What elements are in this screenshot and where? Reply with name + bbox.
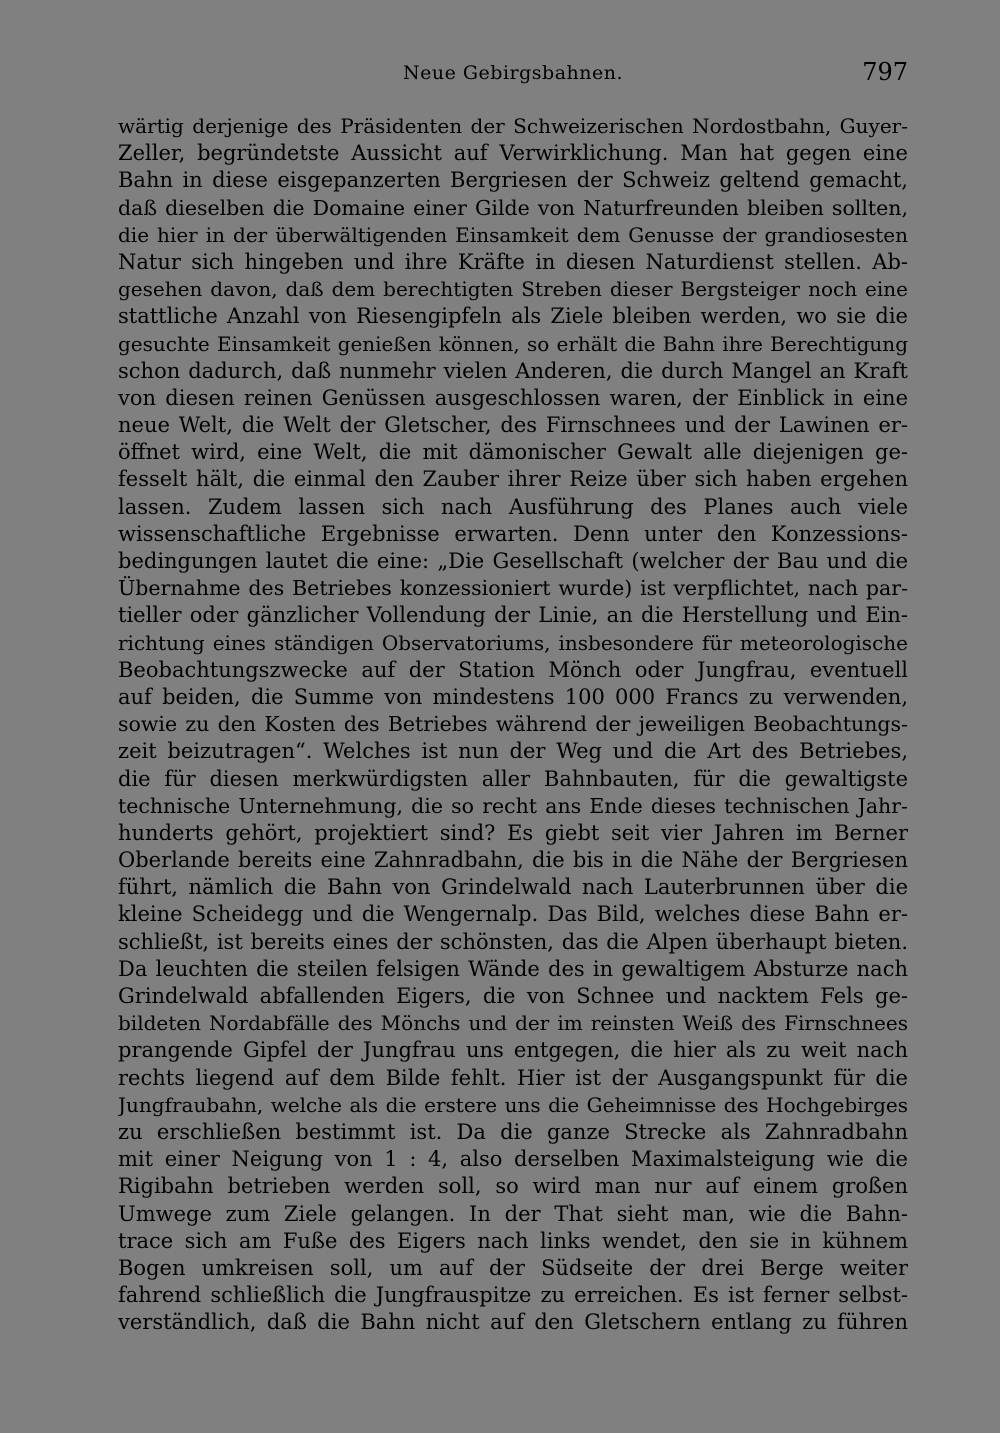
text-line: Jungfraubahn, welche als die erstere uns die Geheimnisse des Hochgebirges <box>118 1092 908 1117</box>
text-line: Oberlande bereits eine Zahnradbahn, die bis in die Nähe der Bergriesen <box>118 848 908 873</box>
text-line: neue Welt, die Welt der Gletscher, des Firnschnees und der Lawinen er- <box>118 413 908 438</box>
text-line: richtung eines ständigen Observatoriums, insbesondere für meteorologische <box>118 630 908 655</box>
body-text <box>118 113 908 1336</box>
text-line: Bogen umkreisen soll, um auf der Südseite der drei Berge weiter <box>118 1255 908 1280</box>
text-line: lassen. Zudem lassen sich nach Ausführung des Planes auch viele <box>118 494 908 519</box>
page-header <box>118 58 908 90</box>
text-line: die hier in der überwältigenden Einsamkeit dem Genusse der grandiosesten <box>118 222 908 247</box>
text-line: Bahn in diese eisgepanzerten Bergriesen der Schweiz geltend gemacht, <box>118 168 908 193</box>
text-line: Rigibahn betrieben werden soll, so wird man nur auf einem großen <box>118 1174 908 1199</box>
text-line: Übernahme des Betriebes konzessioniert wurde) ist verpflichtet, nach par- <box>118 576 908 601</box>
text-line: hunderts gehört, projektiert sind? Es giebt seit vier Jahren im Berner <box>118 820 908 845</box>
text-line: schon dadurch, daß nunmehr vielen Anderen, die durch Mangel an Kraft <box>118 358 908 383</box>
text-line: sowie zu den Kosten des Betriebes während der jeweiligen Beobachtungs- <box>118 712 908 737</box>
text-line: bedingungen lautet die eine: „Die Gesellschaft (welcher der Bau und die <box>118 549 908 573</box>
running-title: Neue Gebirgsbahnen. <box>402 62 624 84</box>
text-line: mit einer Neigung von 1 : 4, also derselben Maximalsteigung wie die <box>118 1147 908 1172</box>
page-number: 797 <box>862 58 908 86</box>
text-line: Beobachtungszwecke auf der Station Mönch oder Jungfrau, eventuell <box>118 657 908 682</box>
text-line: tieller oder gänzlicher Vollendung der Linie, an die Herstellung und Ein- <box>118 603 908 628</box>
text-line: von diesen reinen Genüssen ausgeschlossen waren, der Einblick in eine <box>118 385 908 410</box>
text-line: rechts liegend auf dem Bilde fehlt. Hier ist der Ausgangspunkt für die <box>118 1065 908 1090</box>
text-line: Natur sich hingeben und ihre Kräfte in diesen Naturdienst stellen. Ab- <box>118 249 908 274</box>
text-line: prangende Gipfel der Jungfrau uns entgegen, die hier als zu weit nach <box>118 1038 908 1063</box>
text-line: daß dieselben die Domaine einer Gilde von Naturfreunden bleiben sollten, <box>118 195 908 220</box>
text-line: Grindelwald abfallenden Eigers, die von Schnee und nacktem Fels ge- <box>118 984 908 1008</box>
text-line: zeit beizutragen“. Welches ist nun der Weg und die Art des Betriebes, <box>118 739 908 764</box>
text-line: verständlich, daß die Bahn nicht auf den Gletschern entlang zu führen <box>118 1310 908 1335</box>
text-line: Da leuchten die steilen felsigen Wände des in gewaltigem Absturze nach <box>118 956 908 981</box>
text-line: schließt, ist bereits eines der schönsten, das die Alpen überhaupt bieten. <box>118 929 908 954</box>
text-line: die für diesen merkwürdigsten aller Bahnbauten, für die gewaltigste <box>118 766 908 791</box>
text-line: stattliche Anzahl von Riesengipfeln als Ziele bleiben werden, wo sie die <box>118 304 908 329</box>
text-line: führt, nämlich die Bahn von Grindelwald nach Lauterbrunnen über die <box>118 875 908 900</box>
text-line: Zeller, begründetste Aussicht auf Verwirklichung. Man hat gegen eine <box>118 141 908 166</box>
text-line: fahrend schließlich die Jungfrauspitze zu erreichen. Es ist ferner selbst- <box>118 1283 908 1308</box>
text-line: auf beiden, die Summe von mindestens 100 000 Francs zu verwenden, <box>118 684 908 709</box>
text-line: fesselt hält, die einmal den Zauber ihrer Reize über sich haben ergehen <box>118 467 908 492</box>
text-line: wissenschaftliche Ergebnisse erwarten. Denn unter den Konzessions- <box>118 521 908 546</box>
text-line: zu erschließen bestimmt ist. Da die ganze Strecke als Zahnradbahn <box>118 1119 908 1144</box>
text-line: gesehen davon, daß dem berechtigten Streben dieser Bergsteiger noch eine <box>118 277 908 302</box>
text-line: öffnet wird, eine Welt, die mit dämonischer Gewalt alle diejenigen ge- <box>118 440 908 465</box>
text-line: gesuchte Einsamkeit genießen können, so erhält die Bahn ihre Berechtigung <box>118 331 908 356</box>
text-line: kleine Scheidegg und die Wengernalp. Das Bild, welches diese Bahn er- <box>118 902 908 927</box>
text-line: Umwege zum Ziele gelangen. In der That sieht man, wie die Bahn- <box>118 1201 908 1226</box>
text-line: wärtig derjenige des Präsidenten der Schweizerischen Nordostbahn, Guyer- <box>118 114 908 138</box>
text-line: technische Unternehmung, die so recht ans Ende dieses technischen Jahr- <box>118 793 908 818</box>
text-line: bildeten Nordabfälle des Mönchs und der im reinsten Weiß des Firnschnees <box>118 1011 908 1036</box>
text-line: trace sich am Fuße des Eigers nach links wendet, den sie in kühnem <box>118 1228 908 1253</box>
